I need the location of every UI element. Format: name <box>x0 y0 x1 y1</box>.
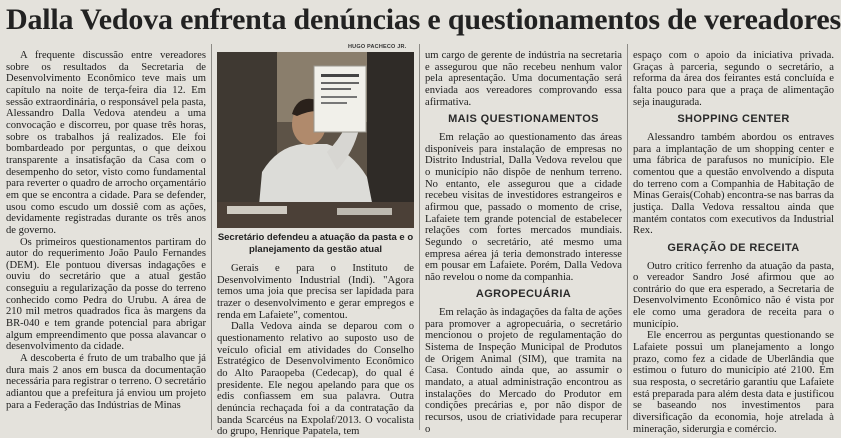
paragraph: A frequente discussão entre vereadores sobre os resultados da Secretaria de Desenvolvimento Econômico teve mais um capítulo na noite de terça-feira dia 12. Em sessão extraordinária, o responsável pela pasta, Alessandro Dalla Vedova atendeu a uma convocação e discorreu, por quase três horas, sobre os trabalhos já realizados. Ele foi bombardeado por perguntas, o que deixou transparente a insatisfação da Casa com o desempenho do setor, visto como fundamental para reverter o quadro de arrocho orçamentário em que se encontra a cidade. Para se defender, usou como escudo um dossiê com as ações, devidamente registradas durante os três anos de governo. <box>6 50 206 236</box>
article-photo <box>217 52 414 228</box>
paragraph: Outro crítico ferrenho da atuação da pasta, o vereador Sandro José afirmou que ao contrário do que era esperado, a Secretaria de Desenvolvimento Econômico não é vista por ele como uma geradora de receita para o município. <box>633 260 834 330</box>
article-column-2 <box>217 263 414 438</box>
paragraph: Em relação às indagações da falta de ações para promover a agropecuária, o secretário mencionou o projeto de regulamentação do Sistema de Inspeção Municipal de Produtos de Origem Animal (SIM), que tramita na Casa. Contudo ainda que, ao assumir o mandato, a atual administração encontrou as instalações do Mercado do Produtor em condições precárias e, por não dispor de recursos, usou de criatividade para recuperar o <box>425 307 622 435</box>
subheading-agropecuaria: AGROPECUÁRIA <box>475 288 572 301</box>
paragraph: Gerais e para o Instituto de Desenvolvimento Industrial (Indi). "Agora temos uma joia que precisa ser lapidada para trazer o desenvolvimento e gerar empregos e renda em Lafaiete", comentou. <box>217 263 414 321</box>
paragraph: Em relação ao questionamento das áreas disponíveis para instalação de empresas no Distrito Industrial, Dalla Vedova revelou que o município não dispõe de nenhum terreno. No entanto, ele assegurou que a cidade recebeu visitas de investidores estrangeiros e afirmou que, passado o momento de crise, Lafaiete tem grande potencial de estabelecer relações com fortes mercados mundiais. Segundo o secretário, até mesmo uma empresa aérea já teria demonstrado interesse em pousar em Lafaiete. Porém, Dalla Vedova não revelou o nome da companhia. <box>425 131 622 283</box>
photo-caption: Secretário defendeu a atuação da pasta e o planejamento da gestão atual <box>217 232 414 255</box>
subheading-mais-questionamentos: MAIS QUESTIONAMENTOS <box>448 113 599 126</box>
paragraph: um cargo de gerente de indústria na secretaria e assegurou que não recebeu nenhum valor pela apresentação. Uma documentação será enviada aos vereadores comprovando essa afirmativa. <box>425 50 622 108</box>
column-rule <box>211 44 212 430</box>
paragraph: A descoberta é fruto de um trabalho que já dura mais 2 anos em busca da documentação necessária para registrar o terreno. O secretário adiantou que a prefeitura já enviou um projeto para a Federação das Indústrias de Minas <box>6 353 206 411</box>
paragraph: Dalla Vedova ainda se deparou com o questionamento relativo ao suposto uso de veículo oficial em atividades do Conselho Estratégico de Desenvolvimento Econômico do Alto Paraopeba (Cedecap), do qual é presidente. Ele negou apelando para que os edis confiassem em sua palavra. Outra denúncia rechaçada foi a da contratação da banda Scarcéus na Expolaf/2013. O vocalista do grupo, Henrique Papatela, tem <box>217 321 414 438</box>
column-rule <box>627 44 628 430</box>
column-rule <box>419 44 420 430</box>
photo-credit: HUGO PACHECO JR. <box>348 44 407 50</box>
photo-secretary-holding-dossier <box>217 52 414 228</box>
article-column-4 <box>633 50 834 435</box>
article-column-1 <box>6 50 206 430</box>
paragraph: Ele encerrou as perguntas questionando se Lafaiete possui um planejamento a longo prazo, como fez a cidade de Uberlândia que estimou o futuro do município até 2100. Em sua resposta, o secretário garantiu que Lafaiete está preparada para além desta data e justificou se baseando nos investimentos para diversificação da economia, hoje atrelada à mineração, siderurgia e comércio. <box>633 330 834 435</box>
subheading-geracao-de-receita: GERAÇÃO DE RECEITA <box>667 241 800 254</box>
subheading-shopping-center: SHOPPING CENTER <box>677 113 790 126</box>
paragraph: Os primeiros questionamentos partiram do autor do requerimento João Paulo Fernandes (DEM). Ele pontuou diversas indagações e ouviu do secretário que a atual gestão conseguiu a regularização da posse do terreno conhecido como Pedra do Urubu. A área de 210 mil metros quadrados fica às margens da BR-040 e tem grande potencial para abrigar algum empreendimento que possa alavancar o desenvolvimento da cidade. <box>6 236 206 353</box>
article-column-3 <box>425 50 622 435</box>
paragraph: Alessandro também abordou os entraves para a implantação de um shopping center e uma fábrica de parafusos no município. Ele comentou que a questão envolvendo a disputa do terreno com a Companhia de Habitação de Minas Gerais(Cohab) encontra-se nas barras da justiça. Dalla Vedova ressaltou ainda que mantém contatos com executivos da Industrial Rex. <box>633 131 834 237</box>
headline: Dalla Vedova enfrenta denúncias e questionamentos de vereadores <box>6 3 841 36</box>
paragraph: espaço com o apoio da iniciativa privada. Graças à parceria, segundo o secretário, a reforma da área dos feirantes está concluída e falta pouco para que a praça de alimentação seja inaugurada. <box>633 50 834 108</box>
